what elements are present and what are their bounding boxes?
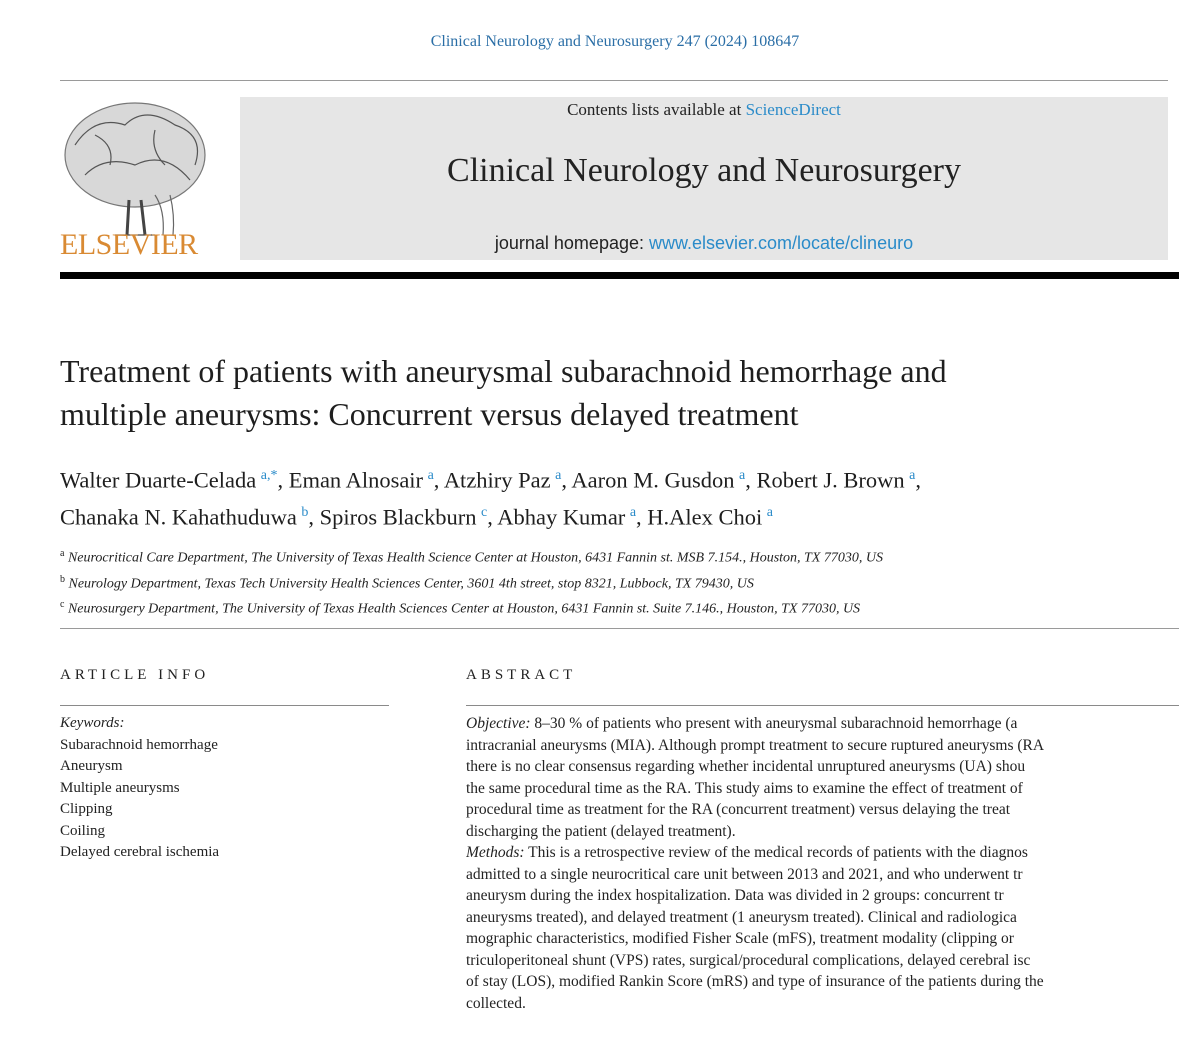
article-title bbox=[60, 350, 1170, 436]
abstract-line-text: discharging the patient (delayed treatment). bbox=[466, 822, 736, 840]
author-affiliation-mark[interactable]: b bbox=[301, 504, 309, 520]
author-affiliation-mark[interactable]: a bbox=[555, 468, 562, 483]
author-affiliation-mark[interactable]: a bbox=[629, 504, 637, 520]
sciencedirect-link[interactable]: ScienceDirect bbox=[745, 100, 841, 119]
affiliation-mark: c bbox=[60, 599, 65, 611]
affiliation-mark: b bbox=[60, 573, 65, 585]
author-affiliation-mark[interactable]: c bbox=[480, 504, 488, 520]
keyword-item: Multiple aneurysms bbox=[60, 779, 180, 796]
abstract-line-text: intracranial aneurysms (MIA). Although prompt treatment to secure ruptured aneurysms (RA bbox=[466, 736, 1045, 754]
abstract-heading: ABSTRACT bbox=[466, 667, 577, 683]
journal-name: Clinical Neurology and Neurosurgery bbox=[447, 152, 961, 189]
authors-line-2 bbox=[60, 497, 1179, 534]
abstract-line-text: mographic characteristics, modified Fisher Scale (mFS), treatment modality (clipping or bbox=[466, 930, 1014, 947]
affiliation-text: Neurology Department, Texas Tech University Health Sciences Center, 3601 4th street, stop 8321, Lubbock, TX 79430, US bbox=[68, 576, 754, 592]
author-separator: , bbox=[561, 467, 572, 493]
author-name[interactable]: Abhay Kumar bbox=[497, 504, 626, 529]
keywords-block bbox=[60, 713, 219, 864]
abstract-line bbox=[466, 842, 1179, 864]
keyword-item: Subarachnoid hemorrhage bbox=[60, 736, 218, 753]
abstract-line bbox=[466, 993, 1179, 1015]
author-affiliation-mark[interactable]: a,* bbox=[260, 468, 278, 483]
abstract-line-text: triculoperitoneal shunt (VPS) rates, surgical/procedural complications, delayed cerebral isc bbox=[466, 951, 1031, 969]
abstract-section-label: Objective: bbox=[466, 715, 531, 732]
keyword-item: Clipping bbox=[60, 801, 113, 817]
abstract-line bbox=[466, 821, 1179, 843]
abstract-line-text: there is no clear consensus regarding whether incidental unruptured aneurysms (UA) shou bbox=[466, 758, 1026, 775]
abstract-line bbox=[466, 799, 1179, 821]
journal-homepage-link[interactable]: www.elsevier.com/locate/clineuro bbox=[648, 233, 914, 253]
top-divider bbox=[60, 80, 1168, 81]
author-affiliation-mark[interactable]: a bbox=[427, 468, 434, 483]
homepage-line bbox=[240, 233, 1168, 254]
author-separator: , bbox=[915, 467, 921, 493]
abstract-line bbox=[466, 778, 1179, 800]
abstract-line-text: collected. bbox=[466, 994, 526, 1012]
author-separator: , bbox=[745, 467, 757, 493]
author-separator: , bbox=[433, 467, 444, 493]
abstract-line-text: 8–30 % of patients who present with aneurysmal subarachnoid hemorrhage (a bbox=[530, 715, 1018, 732]
abstract-body bbox=[466, 713, 1179, 1014]
author-affiliation-mark[interactable]: a bbox=[766, 504, 774, 520]
author-name[interactable]: Aaron M. Gusdon bbox=[571, 467, 735, 493]
abstract-line-text: This is a retrospective review of the medical records of patients with the diagnos bbox=[524, 844, 1028, 861]
affiliation-c bbox=[60, 594, 1179, 620]
affiliations bbox=[60, 543, 1179, 620]
author-name[interactable]: Eman Alnosair bbox=[288, 467, 424, 493]
title-line-2: multiple aneurysms: Concurrent versus delayed treatment bbox=[60, 396, 799, 432]
abstract-line bbox=[466, 928, 1179, 950]
affiliation-text: Neurosurgery Department, The University of Texas Health Sciences Center at Houston, 6431 Fannin st. Suite 7.146., Houston, TX 77030, US bbox=[67, 601, 861, 617]
abstract-line bbox=[466, 756, 1179, 778]
author-separator: , bbox=[487, 504, 498, 529]
affiliation-b bbox=[60, 569, 1179, 595]
author-list bbox=[60, 460, 1179, 533]
abstract-line-text: admitted to a single neurocritical care unit between 2013 and 2021, and who underwent tr bbox=[466, 865, 1023, 883]
author-affiliation-mark[interactable]: a bbox=[739, 468, 746, 483]
author-name[interactable]: Walter Duarte-Celada bbox=[60, 467, 257, 493]
abstract-line-text: aneurysms treated), and delayed treatment (1 aneurysm treated). Clinical and radiologica bbox=[466, 908, 1017, 926]
author-name[interactable]: H.Alex Choi bbox=[647, 504, 763, 529]
abstract-line bbox=[466, 735, 1179, 757]
keyword-item: Aneurysm bbox=[60, 758, 123, 774]
abstract-line bbox=[466, 971, 1179, 993]
abstract-section-label: Methods: bbox=[466, 844, 525, 861]
authors-line-1 bbox=[60, 460, 1179, 497]
keywords-label: Keywords: bbox=[60, 715, 125, 731]
contents-line bbox=[240, 100, 1168, 120]
abstract-divider bbox=[466, 705, 1179, 706]
section-divider bbox=[60, 628, 1179, 629]
author-name[interactable]: Atzhiry Paz bbox=[443, 467, 551, 493]
contents-prefix: Contents lists available at bbox=[567, 100, 746, 119]
affiliation-mark: a bbox=[60, 548, 65, 559]
abstract-line bbox=[466, 885, 1179, 907]
keyword-item: Coiling bbox=[60, 822, 106, 839]
homepage-prefix: journal homepage: bbox=[494, 233, 649, 253]
author-name[interactable]: Chanaka N. Kahathuduwa bbox=[60, 504, 297, 529]
affiliation-a bbox=[60, 543, 1179, 569]
author-separator: , bbox=[308, 504, 320, 529]
author-separator: , bbox=[277, 467, 289, 493]
journal-banner bbox=[240, 97, 1168, 260]
abstract-line bbox=[466, 864, 1179, 886]
abstract-line-text: aneurysm during the index hospitalization. Data was divided in 2 groups: concurrent tr bbox=[466, 887, 1004, 904]
abstract-line-text: procedural time as treatment for the RA (concurrent treatment) versus delaying the treat bbox=[466, 801, 1011, 818]
title-line-1: Treatment of patients with aneurysmal subarachnoid hemorrhage and bbox=[60, 353, 947, 389]
author-separator: , bbox=[636, 504, 648, 529]
author-name[interactable]: Spiros Blackburn bbox=[319, 504, 477, 529]
article-info-heading: ARTICLE INFO bbox=[60, 667, 210, 683]
abstract-line bbox=[466, 713, 1179, 735]
journal-citation[interactable]: Clinical Neurology and Neurosurgery 247 (2024) 108647 bbox=[430, 33, 800, 50]
abstract-line bbox=[466, 950, 1179, 972]
elsevier-wordmark: ELSEVIER bbox=[60, 228, 198, 261]
abstract-line bbox=[466, 907, 1179, 929]
abstract-line-text: of stay (LOS), modified Rankin Score (mRS) and type of insurance of the patients during the bbox=[466, 973, 1044, 990]
header-thick-rule bbox=[60, 272, 1179, 279]
affiliation-text: Neurocritical Care Department, The University of Texas Health Science Center at Houston, 6431 Fannin st. MSB 7.154., Houston, TX 77030, US bbox=[67, 550, 883, 566]
author-affiliation-mark[interactable]: a bbox=[909, 468, 916, 483]
article-info-divider bbox=[60, 705, 389, 706]
keyword-item: Delayed cerebral ischemia bbox=[60, 844, 220, 860]
abstract-line-text: the same procedural time as the RA. This study aims to examine the effect of treatment of bbox=[466, 779, 1023, 797]
author-name[interactable]: Robert J. Brown bbox=[756, 467, 905, 493]
